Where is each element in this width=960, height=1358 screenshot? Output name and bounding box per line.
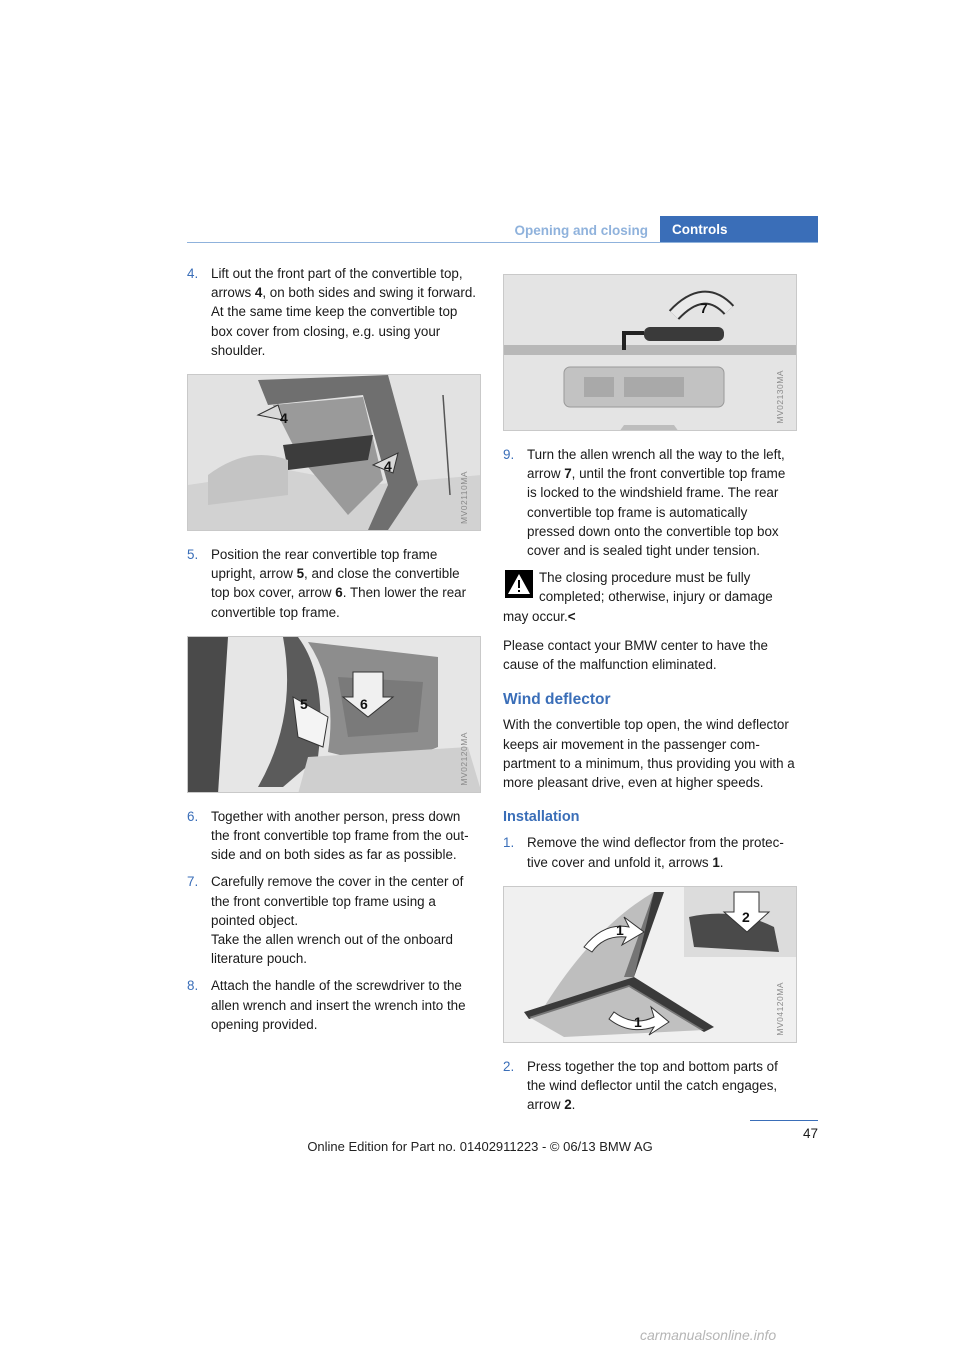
watermark: carmanualsonline.info bbox=[640, 1327, 777, 1343]
step-number: 6. bbox=[187, 808, 199, 824]
step-text: Take the allen wrench out of the onboard literature pouch. bbox=[211, 932, 453, 967]
arrow-ref: 7 bbox=[564, 466, 572, 482]
right-column bbox=[503, 274, 797, 1122]
step-text: Together with another person, press down the front convertible top frame from the outside and on both sides as far as possible. bbox=[211, 808, 469, 863]
step-text: , and close the convertible top box cover, arrow bbox=[211, 566, 460, 601]
figure-code: MV02110MA bbox=[458, 471, 469, 525]
step-text: , until the front convertible top frame is locked to the windshield frame. The rear convertible top frame is automatically pressed down onto the convertible top box cover and is sealed tight under tension. bbox=[527, 466, 786, 559]
step-5 bbox=[187, 545, 481, 622]
fig-label: 7 bbox=[700, 300, 708, 316]
figure-wind-deflector bbox=[503, 886, 797, 1043]
step-number: 4. bbox=[187, 266, 199, 281]
warning-text: The closing procedure must be fully completed; otherwise, injury or damage bbox=[539, 570, 773, 605]
step-8 bbox=[187, 976, 481, 1034]
contact-paragraph: Please contact your BMW center to have the cause of the malfunction eliminated. bbox=[503, 637, 768, 673]
arrow-ref: 5 bbox=[296, 566, 305, 582]
step-9 bbox=[503, 445, 797, 560]
step-4 bbox=[187, 264, 481, 360]
figure-code: MV04120MA bbox=[774, 982, 785, 1036]
figure-top-lift bbox=[187, 374, 481, 531]
arrow-ref: 4 bbox=[254, 285, 263, 301]
illustration-rear-frame bbox=[188, 637, 481, 793]
figure-code: MV02130MA bbox=[774, 370, 785, 424]
arrow-ref: 1 bbox=[712, 854, 720, 870]
warning-icon bbox=[505, 570, 533, 598]
illustration-allen-wrench bbox=[504, 275, 797, 431]
step-text: . Then lower the rear convertible top frame. bbox=[211, 585, 467, 620]
step-text: Turn the allen wrench all the way to the left, arrow bbox=[527, 447, 785, 482]
step-7 bbox=[187, 872, 481, 968]
figure-code: MV02120MA bbox=[458, 732, 469, 786]
header-section-title: Opening and closing bbox=[514, 223, 648, 238]
step-text: , on both sides and swing it forward. At the same time keep the convertible top box cover from closing, e.g. using your shoulder. bbox=[211, 285, 476, 358]
subheading-installation: Installation bbox=[503, 809, 580, 826]
header-chapter-tab: Controls bbox=[660, 216, 818, 243]
step-number: 2. bbox=[503, 1058, 515, 1074]
fig-label: 1 bbox=[634, 1013, 642, 1030]
end-mark: < bbox=[567, 608, 576, 624]
figure-rear-frame bbox=[187, 636, 481, 793]
arrow-ref: 2 bbox=[564, 1097, 572, 1113]
fig-label: 4 bbox=[280, 410, 288, 427]
step-text: . bbox=[719, 854, 724, 870]
step-6 bbox=[187, 807, 481, 865]
step-text: Remove the wind deflector from the protective cover and unfold it, arrows bbox=[527, 835, 784, 870]
fig-label: 2 bbox=[742, 908, 750, 925]
step-text: . bbox=[571, 1097, 576, 1113]
step-number: 9. bbox=[503, 447, 515, 462]
step-text: Lift out the front part of the convertible top, arrows bbox=[211, 266, 463, 301]
wind-deflector-paragraph: With the convertible top open, the wind deflector keeps air movement in the passenger compartment to a minimum, thus providing you with a more pleasant drive, even at higher speeds. bbox=[503, 717, 795, 791]
step-text: Position the rear convertible top frame upright, arrow bbox=[211, 547, 438, 582]
arrow-ref: 6 bbox=[335, 585, 343, 601]
fig-label: 4 bbox=[384, 458, 392, 475]
step-text: Carefully remove the cover in the center of the front convertible top frame using a pointed object. bbox=[211, 874, 464, 928]
warning-note bbox=[503, 568, 797, 626]
section-heading-wind-deflector: Wind deflector bbox=[503, 691, 611, 709]
install-step-1 bbox=[503, 833, 797, 871]
header-rule bbox=[187, 242, 818, 243]
step-number: 5. bbox=[187, 547, 199, 563]
warning-text: may occur. bbox=[503, 608, 568, 624]
fig-label: 1 bbox=[616, 921, 624, 938]
edition-line: Online Edition for Part no. 01402911223 - © 06/13 BMW AG bbox=[307, 1139, 653, 1154]
step-text: Attach the handle of the screwdriver to the allen wrench and insert the wrench into the opening provided. bbox=[211, 978, 466, 1032]
step-text: Press together the top and bottom parts of the wind deflector until the catch engages, arrow bbox=[527, 1058, 778, 1113]
figure-allen-wrench bbox=[503, 274, 797, 431]
left-column bbox=[187, 264, 481, 1042]
illustration-convertible-top-lift bbox=[188, 375, 481, 531]
fig-label: 6 bbox=[360, 695, 368, 712]
footer-rule bbox=[750, 1120, 818, 1121]
install-step-2 bbox=[503, 1057, 797, 1115]
fig-label: 5 bbox=[300, 695, 308, 712]
illustration-wind-deflector bbox=[504, 887, 797, 1043]
page-number: 47 bbox=[802, 1126, 818, 1141]
step-number: 8. bbox=[187, 978, 199, 994]
step-number: 7. bbox=[187, 874, 199, 890]
step-number: 1. bbox=[503, 835, 515, 851]
